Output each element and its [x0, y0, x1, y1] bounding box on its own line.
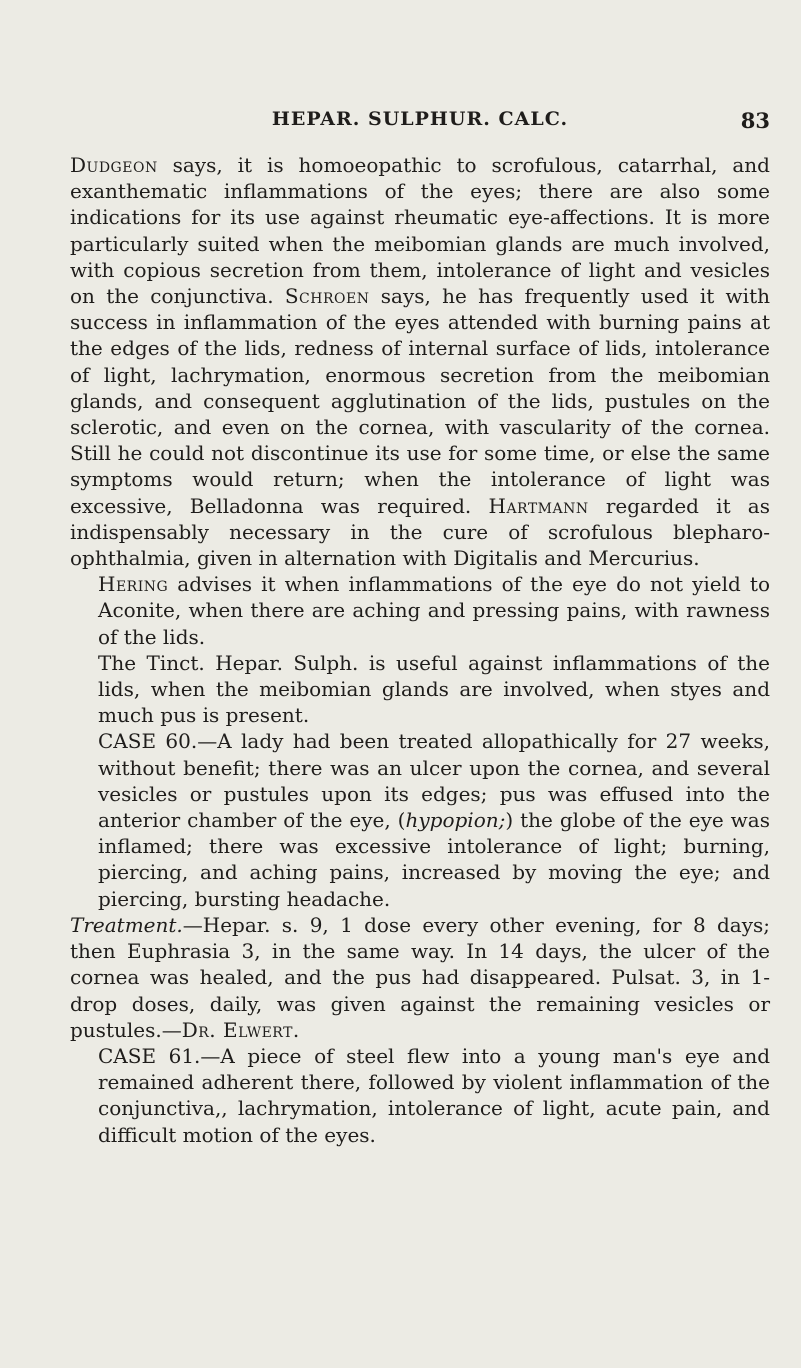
- text-run: regarded it as indispensably necessary in the cure of scrofulous blepharo-ophthalmia, given in alternation with Digitalis and Mercurius.: [70, 493, 770, 571]
- text-run: —Hepar. s. 9, 1 dose every other evening, for 8 days; then Euphrasia 3, in the same way. In 14 days, the ulcer of the cornea was healed, and the pus had disappeared. Pulsat. 3, in 1-drop doses, daily, was given against the remaining vesicles or pustules.—: [70, 912, 770, 1042]
- paragraph-dudgeon: [70, 152, 770, 571]
- paragraph-tinct: The Tinct. Hepar. Sulph. is useful against inflammations of the lids, when the meibomian glands are involved, when styes and much pus is present.: [98, 650, 770, 728]
- text-run: advises it when inflammations of the eye do not yield to Aconite, when there are aching and pressing pains, with rawness of the lids.: [98, 572, 770, 649]
- author-name: Dudgeon: [70, 153, 158, 177]
- author-name: Schroen: [284, 284, 370, 309]
- author-name: Hartmann: [488, 493, 589, 518]
- paragraph-treatment: [70, 912, 770, 1043]
- page-number: 83: [740, 108, 770, 133]
- running-head: HEPAR. SULPHUR. CALC.: [271, 108, 569, 130]
- author-name: Dr. Elwert.: [181, 1017, 300, 1042]
- text-run: says, he has frequently used it with success in inflammation of the eyes attended with burning pains at the edges of the lids, redness of internal surface of lids, intolerance of light, lachrymation, enormous secretion from the meibomian glands, and consequent agglutination of the lids, pustules on the sclerotic, and even on the cornea, with vascularity of the cornea. Still he could not discontinue its use for some time, or else the same symptoms would return; when the intolerance of light was excessive, Belladonna was required.: [70, 284, 770, 518]
- paragraph-hering: [70, 571, 770, 650]
- paragraph-case-61: CASE 61.—A piece of steel flew into a young man's eye and remained adherent there, followed by violent inflammation of the conjunctiva,, lachrymation, intolerance of light, acute pain, and difficult motion of the eyes.: [98, 1043, 770, 1147]
- italic-term: hypopion;: [405, 808, 506, 833]
- body-text: [70, 152, 770, 1148]
- author-name: Hering: [98, 572, 169, 597]
- paragraph-case-60: [70, 728, 770, 911]
- italic-heading: Treatment.: [70, 912, 183, 937]
- page-header: [70, 108, 770, 136]
- text-run: ) the globe of the eye was inflamed; there was excessive intolerance of light; burning, piercing, and aching pains, increased by moving the eye; and piercing, bursting headache.: [98, 808, 770, 911]
- text-run: says, it is homoeopathic to scrofulous, catarrhal, and exanthematic inflammations of the eyes; there are also some indications for its use against rheumatic eye-affections. It is more particularly suited when the meibomian glands are much involved, with copious secretion from them, intolerance of light and vesicles on the conjunctiva.: [70, 153, 770, 309]
- text-run: CASE 60.—A lady had been treated allopathically for 27 weeks, without benefit; there was an ulcer upon the cornea, and several vesicles or pustules upon its edges; pus was effused into the anterior chamber of the eye, (: [98, 729, 770, 833]
